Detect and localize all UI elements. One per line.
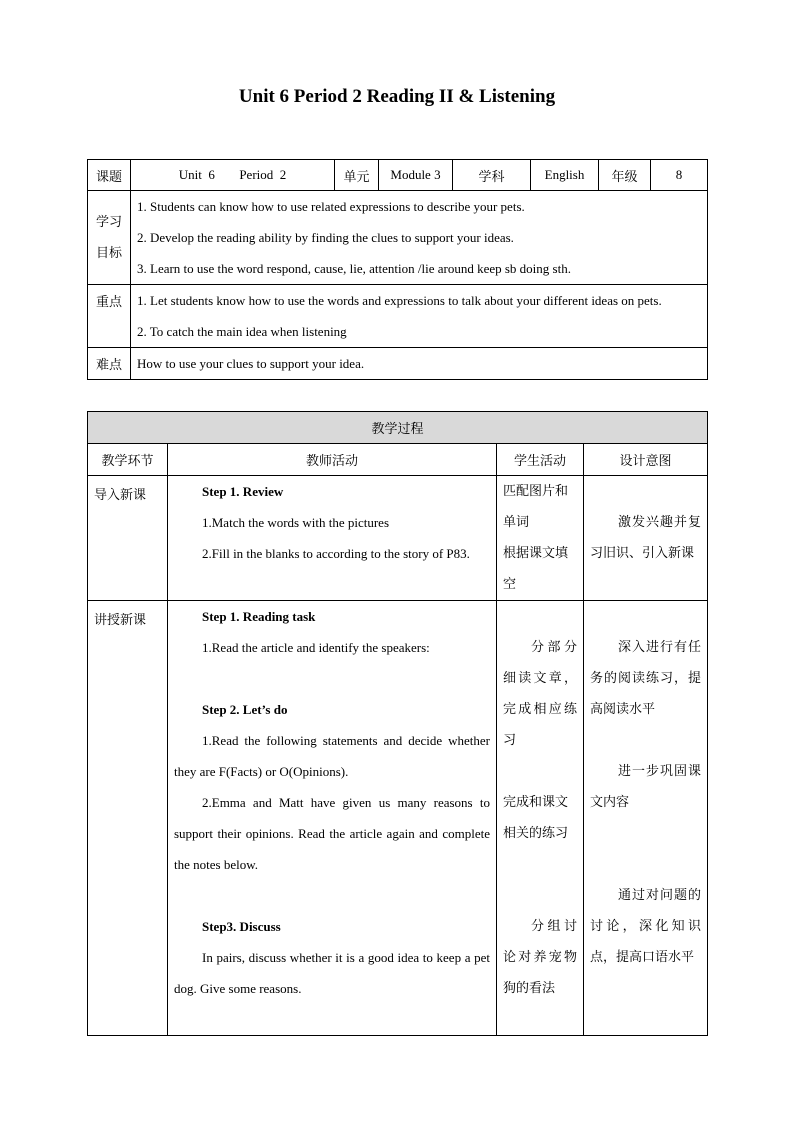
goals-label-line1: 学习 (95, 214, 122, 230)
blank-line (590, 818, 701, 849)
goals-label-line2: 目标 (95, 245, 122, 261)
teacher-step-text: In pairs, discuss whether it is a good idea to keep a pet dog. Give some reasons. (174, 950, 490, 996)
process-row-intro (88, 476, 708, 601)
subject-value: English (531, 160, 599, 191)
subject-label: 学科 (453, 160, 531, 191)
goals-label (88, 191, 131, 285)
teacher-step-text: 2.Emma and Matt have given us many reasons to support their opinions. Read the article again and complete the notes below. (174, 795, 490, 872)
difficulties-label: 难点 (88, 348, 131, 380)
design-intent (584, 601, 708, 1036)
design-intent (584, 476, 708, 601)
process-column-headers (88, 444, 708, 476)
key-point-item: 2. To catch the main idea when listening (137, 324, 347, 339)
design-intent-item: 深入进行有任务的阅读练习，提高阅读水平 (590, 640, 702, 717)
student-activity-item: 分组讨论对养宠物狗的看法 (503, 919, 577, 996)
blank-line (590, 601, 701, 632)
process-row-new-lesson (88, 601, 708, 1036)
teacher-step-heading: Step 1. Review (202, 484, 284, 499)
col-header-teacher: 教师活动 (168, 444, 497, 476)
blank-line (503, 756, 577, 787)
teacher-activity (168, 476, 497, 601)
student-activity (497, 476, 584, 601)
design-intent-item: 通过对问题的讨论，深化知识点，提高口语水平 (590, 888, 702, 965)
stage-label: 导入新课 (88, 476, 168, 601)
goals-content (131, 191, 708, 285)
stage-label: 讲授新课 (88, 601, 168, 1036)
difficulties-content: How to use your clues to support your idea. (131, 348, 708, 380)
key-points-content (131, 285, 708, 348)
teacher-step-heading: Step3. Discuss (202, 919, 281, 934)
design-intent-item: 进一步巩固课文内容 (590, 764, 702, 810)
goal-item: 2. Develop the reading ability by finding the clues to support your ideas. (137, 230, 514, 245)
student-activity-item: 完成和课文相关的练习 (503, 795, 569, 841)
blank-line (590, 849, 701, 880)
difficulties-row (88, 348, 708, 380)
blank-line (174, 663, 490, 694)
student-activity-item: 根据课文填空 (503, 546, 569, 592)
process-header: 教学过程 (88, 412, 708, 444)
blank-line (174, 1004, 490, 1035)
student-activity-item: 分部分细读文章，完成相应练习 (503, 640, 577, 748)
info-row (88, 160, 708, 191)
goal-item: 1. Students can know how to use related expressions to describe your pets. (137, 199, 525, 214)
topic-period: Period 2 (239, 167, 287, 182)
col-header-stage: 教学环节 (88, 444, 168, 476)
key-points-label: 重点 (88, 285, 131, 348)
blank-line (503, 849, 577, 880)
teacher-step-text: 1.Read the following statements and decide whether they are F(Facts) or O(Opinions). (174, 733, 490, 779)
col-header-student: 学生活动 (497, 444, 584, 476)
goal-item: 3. Learn to use the word respond, cause, lie, attention /lie around keep sb doing sth. (137, 261, 571, 276)
teaching-process-table (87, 411, 708, 1036)
unit-value: Module 3 (379, 160, 453, 191)
topic-value (131, 160, 335, 191)
teacher-step-text: 1.Match the words with the pictures (202, 515, 390, 530)
goals-row (88, 191, 708, 285)
grade-value: 8 (651, 160, 708, 191)
teacher-step-text: 2.Fill in the blanks to according to the story of P83. (202, 546, 470, 561)
document-title: Unit 6 Period 2 Reading II & Listening (238, 86, 556, 107)
student-activity-item: 匹配图片和单词 (503, 484, 569, 530)
topic-unit: Unit 6 (178, 167, 215, 182)
teacher-step-heading: Step 1. Reading task (202, 609, 316, 624)
blank-line (590, 725, 701, 756)
teacher-step-heading: Step 2. Let’s do (202, 702, 288, 717)
teacher-step-text: 1.Read the article and identify the speakers: (202, 640, 430, 655)
key-point-item: 1. Let students know how to use the words and expressions to talk about your different ideas on pets. (137, 293, 662, 308)
student-activity (497, 601, 584, 1036)
grade-label: 年级 (599, 160, 651, 191)
blank-line (503, 601, 577, 632)
unit-label: 单元 (335, 160, 379, 191)
teacher-activity (168, 601, 497, 1036)
topic-label: 课题 (88, 160, 131, 191)
blank-line (174, 880, 490, 911)
blank-line (503, 880, 577, 911)
key-points-row (88, 285, 708, 348)
lesson-info-table (87, 159, 708, 380)
design-intent-item: 激发兴趣并复习旧识、引入新课 (590, 515, 702, 561)
col-header-design: 设计意图 (584, 444, 708, 476)
